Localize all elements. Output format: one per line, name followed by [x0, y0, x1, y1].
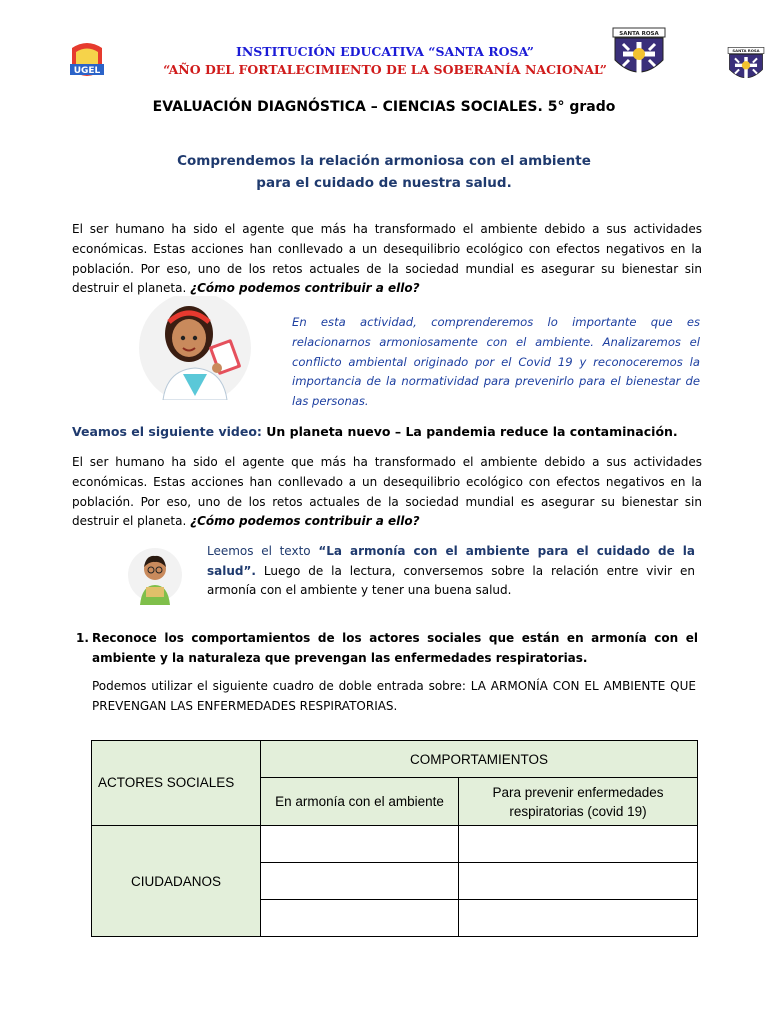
reading-instruction	[207, 542, 695, 601]
institution-name: INSTITUCIÓN EDUCATIVA “SANTA ROSA”	[236, 44, 534, 59]
intro-question-repeat: ¿Cómo podemos contribuir a ello?	[190, 514, 420, 529]
answer-cell[interactable]	[459, 900, 698, 937]
video-line	[72, 424, 712, 439]
harmony-column-header: En armonía con el ambiente	[261, 778, 459, 826]
prevention-column-header: Para prevenir enfermedades respiratorias (covid 19)	[459, 778, 698, 826]
ugel-logo	[68, 40, 106, 82]
intro-paragraph	[72, 220, 702, 300]
ugel-logo-text: UGEL	[73, 66, 101, 76]
teacher-girl-illustration	[133, 296, 259, 400]
intro-text: El ser humano ha sido el agente que más ha transformado el ambiente debido a sus actividades económicas. Estas acciones han conllevado a un desequilibrio ecológico con efectos negativos en la población. Por eso, uno de los retos actuales de la sociedad mundial es asegurar su bienestar sin destruir el planeta.	[72, 222, 702, 296]
reading-boy-illustration	[128, 545, 182, 605]
citizens-row-label: CIUDADANOS	[92, 826, 261, 937]
intro-text-repeat: El ser humano ha sido el agente que más ha transformado el ambiente debido a sus actividades económicas. Estas acciones han conllevado a un desequilibrio ecológico con efectos negativos en la población. Por eso, uno de los retos actuales de la sociedad mundial es asegurar su bienestar sin destruir el planeta.	[72, 455, 702, 529]
video-title[interactable]: Un planeta nuevo – La pandemia reduce la contaminación.	[266, 424, 678, 439]
question-1-instruction: Podemos utilizar el siguiente cuadro de doble entrada sobre: LA ARMONÍA CON EL AMBIENTE QUE PREVENGAN LAS ENFERMEDADES RESPIRATORIAS.	[92, 679, 696, 713]
double-entry-table	[91, 740, 698, 937]
answer-cell[interactable]	[261, 826, 459, 863]
subtitle-line-2: para el cuidado de nuestra salud.	[256, 175, 512, 191]
video-label: Veamos el siguiente video:	[72, 424, 262, 439]
reading-lead: Leemos el texto	[207, 544, 311, 558]
behaviors-header: COMPORTAMIENTOS	[261, 741, 698, 778]
crest-small-banner-text: SANTA ROSA	[732, 48, 760, 54]
question-1-text: Reconoce los comportamientos de los actores sociales que están en armonía con el ambiente y la naturaleza que prevengan las enfermedades respiratorias.	[92, 631, 698, 665]
reading-rest: Luego de la lectura, conversemos sobre la relación entre vivir en armonía con el ambiente y tener una buena salud.	[207, 563, 695, 597]
lesson-subtitle	[100, 150, 668, 194]
answer-cell[interactable]	[459, 863, 698, 900]
actors-header: ACTORES SOCIALES	[92, 741, 261, 826]
evaluation-title: EVALUACIÓN DIAGNÓSTICA – CIENCIAS SOCIALES. 5° grado	[152, 99, 616, 115]
reading-title: “La armonía con el ambiente para el cuidado de la salud”.	[207, 544, 695, 578]
intro-question: ¿Cómo podemos contribuir a ello?	[190, 281, 420, 296]
intro-paragraph-repeat	[72, 453, 702, 532]
activity-description: En esta actividad, comprenderemos lo importante que es relacionarnos armoniosamente con el ambiente. Analizaremos el conflicto ambiental originado por el Covid 19 y reconoceremos la importancia de la normatividad para prevenirlo para el bienestar de las personas.	[292, 315, 700, 409]
school-crest-small-icon	[725, 46, 767, 86]
answer-cell[interactable]	[261, 900, 459, 937]
question-1	[76, 629, 698, 668]
answer-cell[interactable]	[459, 826, 698, 863]
crest-banner-text: SANTA ROSA	[619, 31, 659, 37]
year-name: “AÑO DEL FORTALECIMIENTO DE LA SOBERANÍA NACIONAL”	[163, 62, 607, 77]
question-1-number: 1.	[76, 631, 89, 645]
answer-cell[interactable]	[261, 863, 459, 900]
subtitle-line-1: Comprendemos la relación armoniosa con el ambiente	[177, 153, 591, 169]
